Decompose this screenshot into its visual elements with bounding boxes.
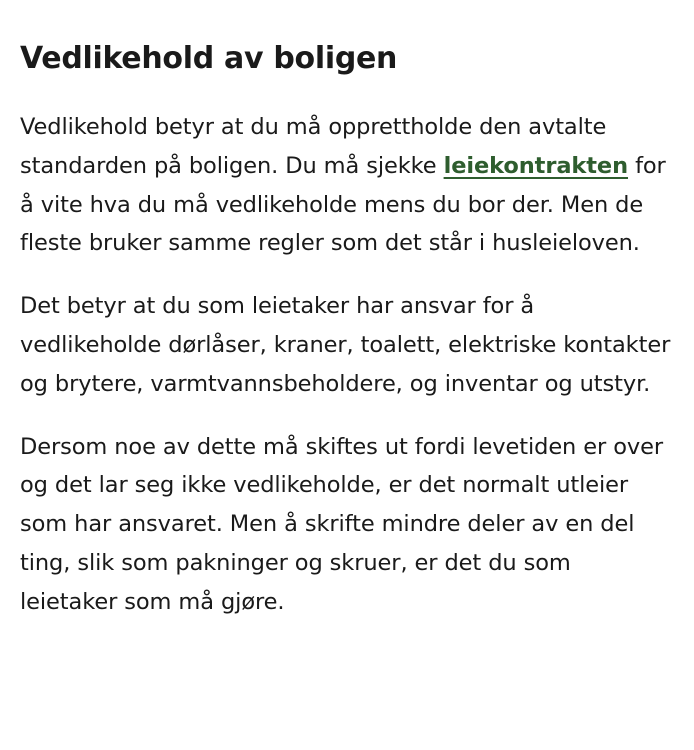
paragraph-1-text-end: for å vite hva du må vedlikeholde mens du bor der. Men de fleste bruker samme regler som det står i husleieloven. <box>20 152 666 257</box>
paragraph-2: Det betyr at du som leietaker har ansvar for å vedlikeholde dørlåser, kraner, toalett, elektriske kontakter og brytere, varmtvannsbeholdere, og inventar og utstyr. <box>20 293 671 397</box>
page-title: Vedlikehold av boligen <box>20 41 398 76</box>
leiekontrakten-link[interactable]: leiekontrakten <box>443 152 629 179</box>
paragraph-3: Dersom noe av dette må skiftes ut fordi levetiden er over og det lar seg ikke vedlikeholde, er det normalt utleier som har ansvaret. Men å skrifte mindre deler av en del ting, slik som pakninger og skruer, er det du som leietaker som må gjøre. <box>20 433 663 615</box>
paragraph-1-text-start: Vedlikehold betyr at du må opprettholde den avtalte standarden på boligen. Du må sjekke <box>20 114 607 179</box>
paragraph-1 <box>20 108 674 263</box>
article <box>20 38 674 622</box>
